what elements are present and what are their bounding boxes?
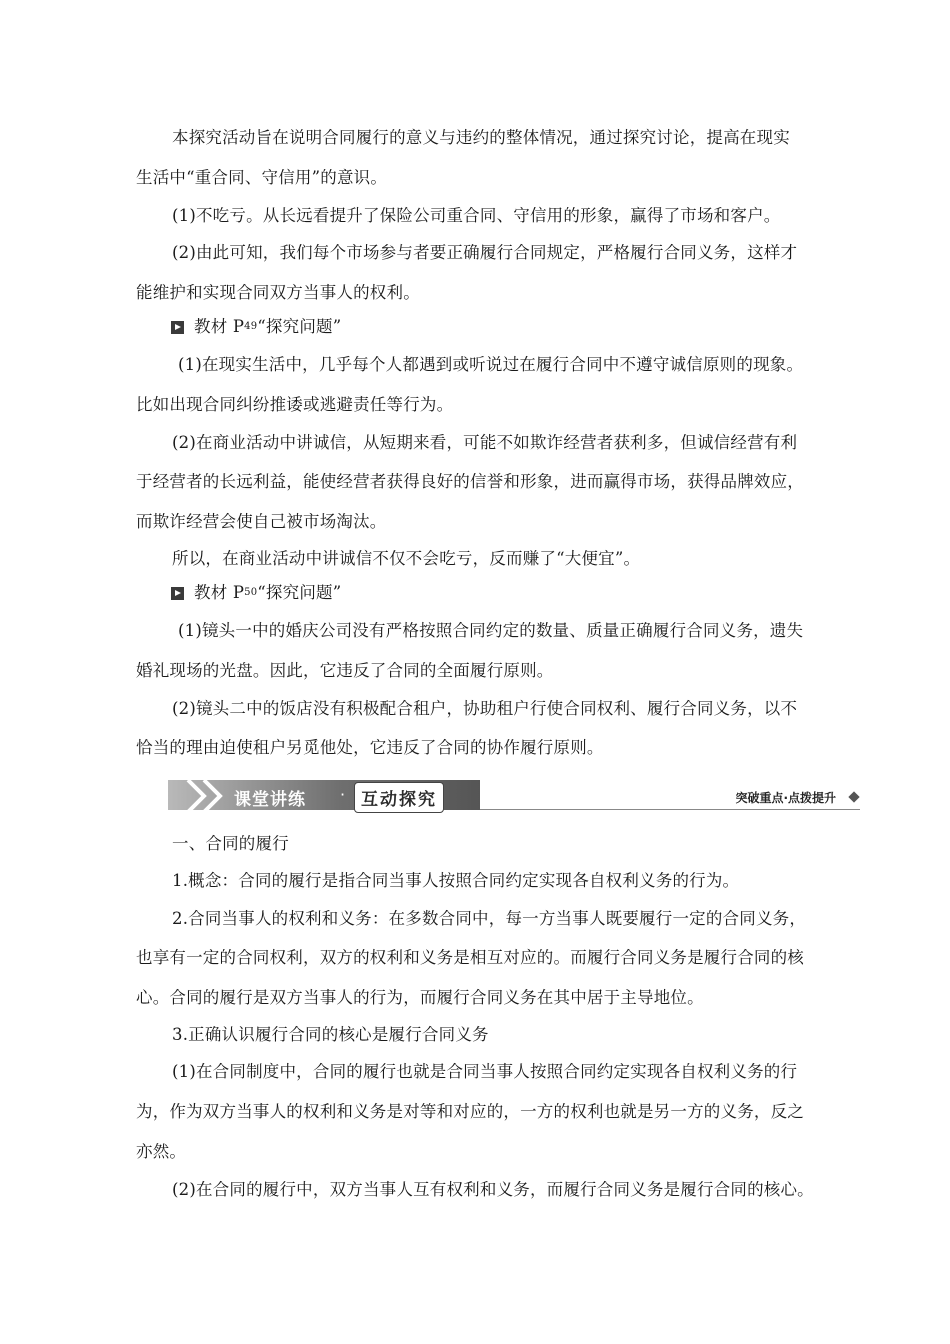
paragraph-line: (2)在商业活动中讲诚信，从短期来看，可能不如欺诈经营者获利多，但诚信经营有利: [172, 433, 798, 452]
paragraph-line: 为，作为双方当事人的权利和义务是对等和对应的，一方的权利也就是另一方的义务，反之: [136, 1102, 804, 1121]
textbook-reference-p50: [136, 583, 826, 603]
paragraph-line: 生活中“重合同、守信用”的意识。: [136, 168, 388, 187]
banner-subtitle: 突破重点·点拨提升: [735, 791, 836, 805]
section-heading: 一、合同的履行: [172, 834, 289, 853]
paragraph-line: 心。合同的履行是双方当事人的行为，而履行合同义务在其中居于主导地位。: [136, 988, 704, 1007]
textbook-reference-p49: [136, 317, 826, 337]
ref-suffix: “探究问题”: [257, 317, 342, 336]
paragraph-line: 于经营者的长远利益，能使经营者获得良好的信誉和形象，进而赢得市场，获得品牌效应，: [136, 472, 804, 491]
ref-page-number: 49: [244, 321, 258, 332]
paragraph-line: 而欺诈经营会使自己被市场淘汰。: [136, 512, 387, 531]
banner-separator: ·: [340, 785, 346, 804]
paragraph-line: 1.概念：合同的履行是指合同当事人按照合同约定实现各自权利义务的行为。: [172, 871, 740, 890]
ref-prefix: 教材 P: [194, 583, 245, 602]
paragraph-line: (1)不吃亏。从长远看提升了保险公司重合同、守信用的形象，赢得了市场和客户。: [172, 206, 781, 225]
paragraph-line: 也享有一定的合同权利，双方的权利和义务是相互对应的。而履行合同义务是履行合同的核: [136, 948, 804, 967]
ref-prefix: 教材 P: [194, 317, 245, 336]
banner-title: 课堂讲练: [234, 790, 306, 810]
paragraph-line: (1)在合同制度中，合同的履行也就是合同当事人按照合同约定实现各自权利义务的行: [172, 1062, 798, 1081]
paragraph-line: 本探究活动旨在说明合同履行的意义与违约的整体情况，通过探究讨论，提高在现实: [172, 128, 790, 147]
paragraph-line: (2)在合同的履行中，双方当事人互有权利和义务，而履行合同义务是履行合同的核心。: [172, 1180, 814, 1199]
double-chevron-icon: [182, 776, 234, 816]
paragraph-line: (1)在现实生活中，几乎每个人都遇到或听说过在履行合同中不遵守诚信原则的现象。: [178, 355, 804, 374]
section-banner: [168, 776, 860, 816]
paragraph-line: 能维护和实现合同双方当事人的权利。: [136, 283, 420, 302]
paragraph-line: 所以，在商业活动中讲诚信不仅不会吃亏，反而赚了“大便宜”。: [172, 549, 641, 568]
paragraph-line: (2)由此可知，我们每个市场参与者要正确履行合同规定，严格履行合同义务，这样才: [172, 243, 798, 262]
paragraph-line: 3.正确认识履行合同的核心是履行合同义务: [172, 1025, 489, 1044]
banner-highlight: 互动探究: [354, 782, 444, 813]
play-marker-icon: [171, 587, 184, 600]
banner-underline: [480, 809, 860, 810]
paragraph-line: (2)镜头二中的饭店没有积极配合租户，协助租户行使合同权利、履行合同义务，以不: [172, 699, 798, 718]
play-marker-icon: [171, 321, 184, 334]
paragraph-line: 婚礼现场的光盘。因此，它违反了合同的全面履行原则。: [136, 661, 554, 680]
paragraph-line: 亦然。: [136, 1142, 187, 1161]
ref-suffix: “探究问题”: [257, 583, 342, 602]
diamond-icon: [848, 791, 859, 802]
ref-page-number: 50: [244, 587, 258, 598]
paragraph-line: (1)镜头一中的婚庆公司没有严格按照合同约定的数量、质量正确履行合同义务，遗失: [178, 621, 804, 640]
paragraph-line: 恰当的理由迫使租户另觅他处，它违反了合同的协作履行原则。: [136, 738, 604, 757]
paragraph-line: 比如出现合同纠纷推诿或逃避责任等行为。: [136, 395, 454, 414]
paragraph-line: 2.合同当事人的权利和义务：在多数合同中，每一方当事人既要履行一定的合同义务，: [172, 909, 807, 928]
